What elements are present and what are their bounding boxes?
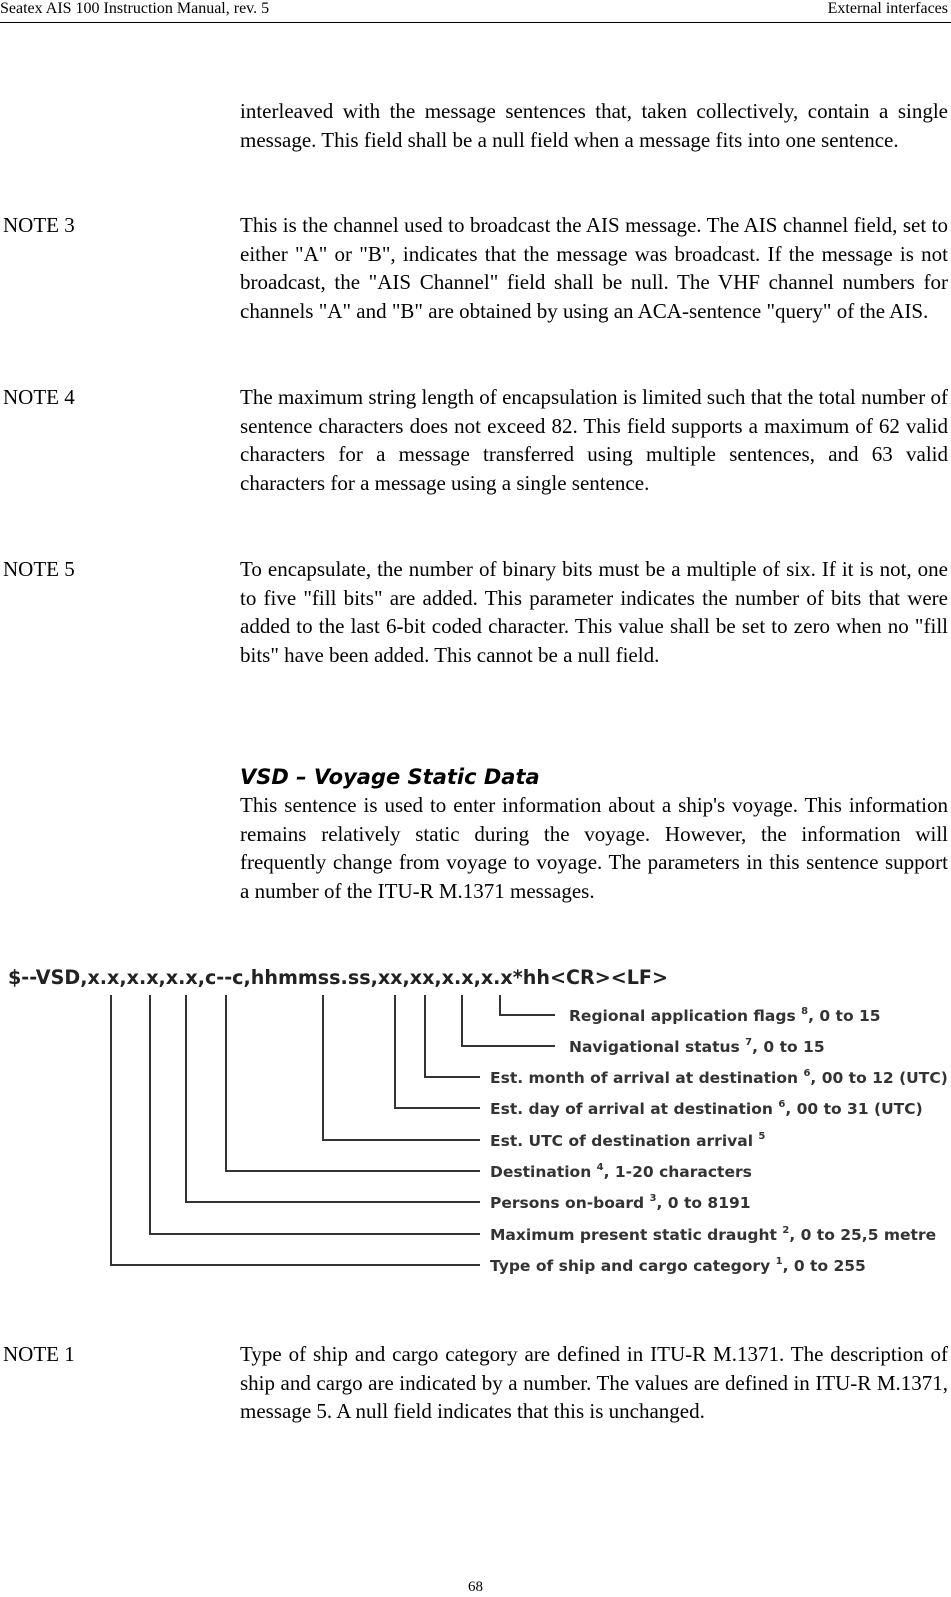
leader-line-navigational-status <box>462 995 555 1046</box>
field-label-navigational-status: Navigational status $^7$, 0 to 15 <box>569 1037 825 1056</box>
vsd-section-heading: VSD – Voyage Static Data <box>240 765 540 789</box>
leader-line-est-month <box>425 995 480 1077</box>
continuation-paragraph: interleaved with the message sentences that, taken collectively, contain a single message. This field shall be a null field when a message fits into one sentence. <box>240 99 948 152</box>
field-label-destination: Destination $^4$, 1-20 characters <box>490 1162 752 1181</box>
field-label-ship-cargo-type: Type of ship and cargo category $^1$, 0 to 255 <box>490 1256 866 1275</box>
note-5-text: To encapsulate, the number of binary bits must be a multiple of six. If it is not, one to five "fill bits" are added. This parameter indicates the number of bits that were added to the last 6-bit coded character. This value shall be set to zero when no "fill bits" have been added. This cannot be a null field. <box>240 557 948 667</box>
page-header <box>0 0 951 23</box>
vsd-sentence-format: $--VSD,x.x,x.x,x.x,c--c,hhmmss.ss,xx,xx,x.x,x.x*hh<CR><LF> <box>8 966 668 989</box>
leader-line-max-draught <box>150 995 480 1234</box>
leader-line-destination <box>226 995 480 1171</box>
diagram-leader-lines <box>111 995 555 1265</box>
note-4-label: NOTE 4 <box>3 385 75 409</box>
header-manual-title: Seatex AIS 100 Instruction Manual, rev. 5 <box>0 0 270 17</box>
field-label-max-draught: Maximum present static draught $^2$, 0 to 25,5 metre <box>490 1225 937 1244</box>
header-section-title: External interfaces <box>827 0 948 17</box>
field-label-persons-on-board: Persons on-board $^3$, 0 to 8191 <box>490 1193 751 1212</box>
leader-line-regional-flags <box>500 995 555 1015</box>
note-1-label: NOTE 1 <box>3 1342 75 1366</box>
note-1-text: Type of ship and cargo category are defined in ITU-R M.1371. The description of ship and cargo are indicated by a number. The values are defined in ITU-R M.1371, message 5. A null field indicates that this is unchanged. <box>240 1342 948 1423</box>
vsd-sentence-diagram <box>0 955 951 1305</box>
vsd-intro-paragraph: This sentence is used to enter information about a ship's voyage. This information remains relatively static during the voyage. However, the information will frequently change from voyage to voyage. The parameters in this sentence support a number of the ITU-R M.1371 messages. <box>240 793 948 903</box>
page-number: 68 <box>468 1579 483 1595</box>
note-4-text: The maximum string length of encapsulation is limited such that the total number of sentence characters does not exceed 82. This field supports a maximum of 62 valid characters for a message transferred using multiple sentences, and 63 valid characters for a message using a single sentence. <box>240 385 948 495</box>
leader-line-est-utc <box>323 995 480 1140</box>
field-label-regional-flags: Regional application flags $^8$, 0 to 15 <box>569 1006 881 1025</box>
field-label-est-month: Est. month of arrival at destination $^6$, 00 to 12 (UTC) <box>490 1068 948 1087</box>
note-5-label: NOTE 5 <box>3 557 75 581</box>
field-label-est-day: Est. day of arrival at destination $^6$, 00 to 31 (UTC) <box>490 1099 923 1118</box>
note-3-label: NOTE 3 <box>3 213 75 237</box>
leader-line-est-day <box>395 995 480 1108</box>
field-label-est-utc: Est. UTC of destination arrival $^5$ <box>490 1131 766 1150</box>
note-3-text: This is the channel used to broadcast the AIS message. The AIS channel field, set to either "A" or "B", indicates that the message was broadcast. If the message is not broadcast, the "AIS Channel" field shall be null. The VHF channel numbers for channels "A" and "B" are obtained by using an ACA-sentence "query" of the AIS. <box>240 213 948 323</box>
